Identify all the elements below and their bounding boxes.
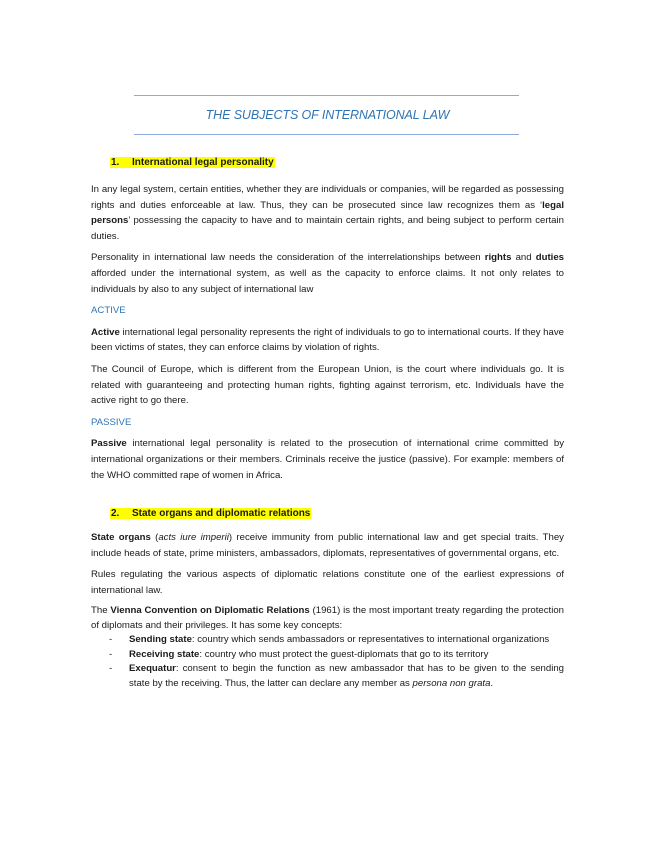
key-concepts-list	[91, 633, 564, 691]
section-number: 2.	[111, 508, 120, 520]
title-rule-bottom	[134, 134, 519, 135]
paragraph-passive: Passive international legal personality is related to the prosecution of international crime committed by international organizations or their members. Criminals receive the justice (passive). For example: members of the WHO committed rape of women in Africa.	[91, 438, 564, 481]
title-rule-top	[134, 95, 519, 96]
paragraph-personality: Personality in international law needs the consideration of the interrelationships between rights and duties afforded under the international system, as well as the capacity to enforce claims. It not only relates to individuals by also to any subject of international law	[91, 252, 564, 295]
subheading-passive: PASSIVE	[91, 416, 132, 428]
paragraph-state-organs: State organs (acts iure imperii) receive immunity from public international law and get special traits. They include heads of state, prime ministers, ambassadors, diplomats, representatives of governmental organs, etc.	[91, 532, 564, 559]
list-item: - Receiving state: country who must protect the guest-diplomats that go to its territory	[91, 648, 564, 663]
paragraph-diplomatic-rules: Rules regulating the various aspects of diplomatic relations constitute one of the earliest expressions of international law.	[91, 569, 564, 596]
dash-bullet-icon: -	[109, 663, 113, 675]
page-title: THE SUBJECTS OF INTERNATIONAL LAW	[205, 108, 450, 122]
list-item: - Exequatur: consent to begin the function as new ambassador that has to be given to the sending state by the receiving. Thus, the latter can declare any member as persona non grata.	[109, 663, 564, 689]
paragraph-vienna-convention: The Vienna Convention on Diplomatic Relations (1961) is the most important treaty regarding the protection of diplomats and their privileges. It has some key concepts:	[91, 605, 564, 631]
document-body	[91, 156, 564, 691]
section-number: 1.	[111, 157, 120, 168]
paragraph-council-of-europe: The Council of Europe, which is different from the European Union, is the court where individuals go. It is related with guaranteeing and protecting human rights, fighting against terrorism, etc. Individuals have the active right to go there.	[91, 363, 564, 407]
section-heading-2	[110, 507, 564, 521]
paragraph-active: Active international legal personality represents the right of individuals to go to international courts. If they have been victims of states, they can enforce claims by violation of rights.	[91, 326, 564, 354]
paragraph-legal-persons: In any legal system, certain entities, whether they are individuals or companies, will be regarded as possessing rights and duties enforceable at law. Thus, they can be prosecuted since law recognizes them as ‘legal persons’ possessing the capacity to have and to maintain certain rights, and being subject to perform certain duties.	[91, 184, 564, 242]
list-item: - Sending state: country which sends ambassadors or representatives to international organizations	[91, 633, 564, 648]
dash-bullet-icon: -	[109, 648, 113, 660]
section-heading-1	[110, 156, 564, 170]
section-title: State organs and diplomatic relations	[132, 508, 311, 520]
subheading-active: ACTIVE	[91, 305, 126, 317]
section-title: International legal personality	[132, 157, 274, 168]
dash-bullet-icon: -	[109, 634, 113, 646]
